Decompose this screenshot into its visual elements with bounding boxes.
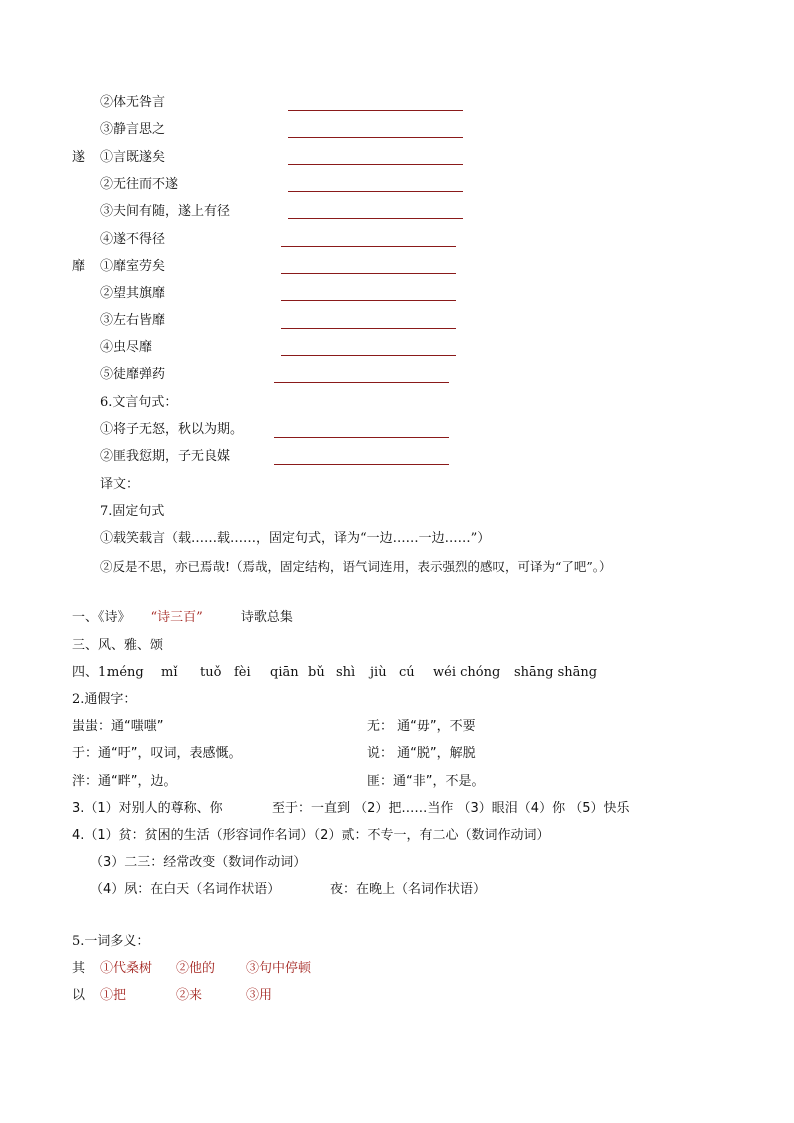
polysemy-qi-meaning-1: ①代桑树 — [100, 961, 153, 976]
tongjia-right-1: 无： 通“毋”，不要 — [367, 719, 476, 734]
yan-item-2-blank[interactable] — [288, 110, 463, 111]
sui-item-1-blank[interactable] — [288, 164, 463, 165]
word-usage-line3b: 夜：在晚上（名词作状语） — [330, 882, 487, 897]
polysemy-word-qi: 其 — [72, 961, 86, 976]
mi-item-5-label: ⑤徒靡弹药 — [100, 367, 166, 382]
tongjia-heading: 2.通假字： — [72, 692, 137, 707]
tongjia-right-2: 说： 通“脱”，解脱 — [367, 746, 476, 761]
polysemy-yi-meaning-3: ③用 — [246, 988, 273, 1003]
pinyin-2: mǐ — [161, 665, 178, 680]
mi-item-3-label: ③左右皆靡 — [100, 313, 166, 328]
tongjia-left-3: 泮：通“畔”，边。 — [72, 774, 177, 789]
polysemy-yi-meaning-2: ②来 — [176, 988, 203, 1003]
mi-item-1-blank[interactable] — [281, 273, 456, 274]
sentence-pattern-2-label: ②匪我愆期，子无良媒 — [100, 449, 231, 464]
mi-item-4-blank[interactable] — [281, 355, 456, 356]
word-usage-line3a: （4）夙：在白天（名词作状语） — [90, 882, 281, 897]
word-usage-line2: （3）二三：经常改变（数词作动词） — [90, 855, 307, 870]
sui-item-4-blank[interactable] — [281, 246, 456, 247]
polysemy-yi-meaning-1: ①把 — [100, 988, 127, 1003]
sentence-pattern-1-blank[interactable] — [274, 437, 449, 438]
mi-item-5-blank[interactable] — [274, 382, 449, 383]
sentence-patterns-heading: 6.文言句式： — [100, 395, 178, 410]
polysemy-word-yi: 以 — [72, 988, 86, 1003]
mi-word: 靡 — [72, 259, 86, 274]
mi-item-2-label: ②望其旗靡 — [100, 286, 166, 301]
word-meaning-part1: 3.（1）对别人的尊称、你 — [72, 801, 223, 816]
pinyin-11: shāng shāng — [514, 665, 598, 680]
sui-item-3-label: ③夫间有随，遂上有径 — [100, 204, 231, 219]
pinyin-10: wéi chóng — [433, 665, 501, 680]
yan-item-2-label: ②体无咎言 — [100, 95, 166, 110]
sui-item-2-label: ②无往而不遂 — [100, 177, 179, 192]
mi-item-3-blank[interactable] — [281, 328, 456, 329]
sui-word: 遂 — [72, 150, 86, 165]
pinyin-9: cú — [399, 665, 415, 680]
mi-item-2-blank[interactable] — [281, 300, 456, 301]
pinyin-5: qiān — [270, 665, 299, 680]
sui-item-2-blank[interactable] — [288, 191, 463, 192]
mi-item-1-label: ①靡室劳矣 — [100, 259, 166, 274]
pinyin-1: méng — [107, 665, 144, 680]
sui-item-4-label: ④遂不得径 — [100, 232, 166, 247]
polysemy-heading: 5.一词多义： — [72, 934, 150, 949]
sui-item-3-blank[interactable] — [288, 218, 463, 219]
polysemy-qi-meaning-2: ②他的 — [176, 961, 216, 976]
answer-1-prefix: 一、《诗》 — [72, 610, 131, 625]
yan-item-3-blank[interactable] — [288, 137, 463, 138]
pinyin-4: fèi — [234, 665, 251, 680]
fixed-pattern-1: ①载笑载言（载……载……，固定句式，译为“一边……一边……”） — [100, 531, 491, 546]
sui-item-1-label: ①言既遂矣 — [100, 150, 166, 165]
pinyin-7: shì — [336, 665, 356, 680]
pinyin-6: bǔ — [308, 665, 325, 680]
mi-item-4-label: ④虫尽靡 — [100, 340, 153, 355]
polysemy-qi-meaning-3: ③句中停顿 — [246, 961, 312, 976]
answer-1-b: 诗歌总集 — [240, 610, 293, 625]
pinyin-3: tuǒ — [200, 665, 222, 680]
pinyin-prefix: 四、1. — [72, 665, 111, 680]
answer-1-a: “诗三百” — [150, 610, 203, 625]
sentence-pattern-1-label: ①将子无怒，秋以为期。 — [100, 422, 244, 437]
tongjia-right-3: 匪：通“非”，不是。 — [367, 774, 485, 789]
tongjia-left-1: 蚩蚩：通“嗤嗤” — [72, 719, 164, 734]
word-meaning-part2: 至于：一直到 （2）把……当作 （3）眼泪（4）你 （5）快乐 — [272, 801, 630, 816]
answer-1-row — [72, 609, 293, 627]
word-usage-line1: 4.（1）贫：贫困的生活（形容词作名词）（2）贰：不专一，有二心（数词作动词） — [72, 828, 550, 843]
translation-label: 译文： — [100, 477, 140, 492]
tongjia-left-2: 于：通“吁”，叹词，表感慨。 — [72, 746, 242, 761]
pinyin-row — [72, 664, 110, 682]
fixed-patterns-heading: 7.固定句式 — [100, 504, 165, 519]
yan-item-3-label: ③静言思之 — [100, 122, 166, 137]
sentence-pattern-2-blank[interactable] — [274, 464, 449, 465]
fixed-pattern-2: ②反是不思，亦已焉哉!（焉哉，固定结构，语气词连用，表示强烈的感叹，可译为“了吧”。） — [100, 559, 612, 574]
answer-3-row: 三、风、雅、颂 — [72, 638, 164, 653]
pinyin-8: jiù — [370, 665, 387, 680]
